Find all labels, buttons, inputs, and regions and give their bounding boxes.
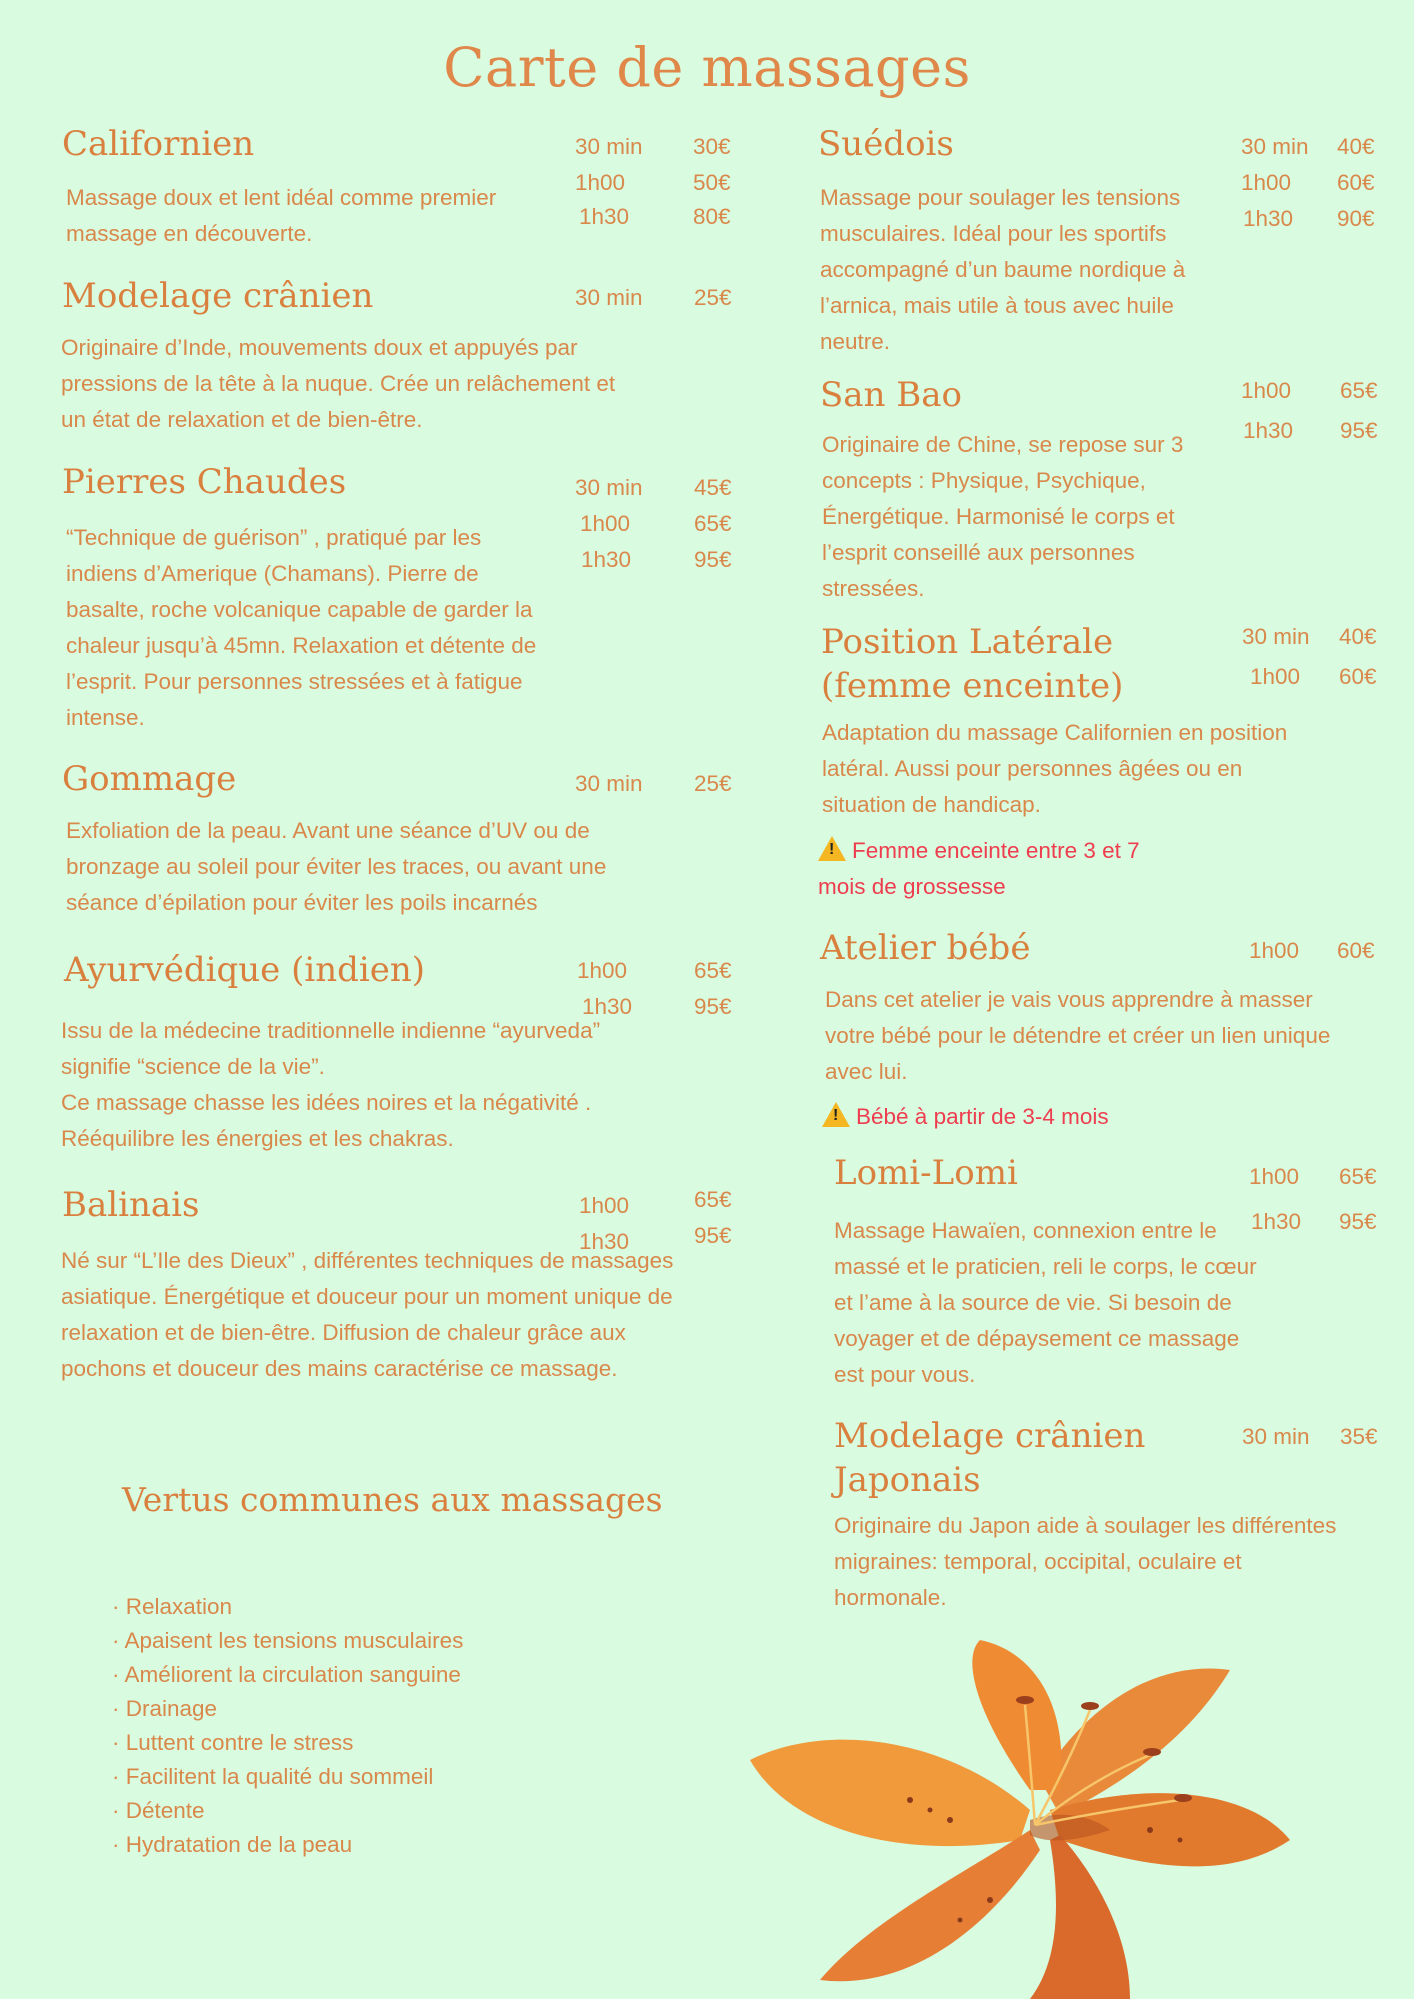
massage-atelier-bebe: [820, 926, 1030, 970]
description-line: Issu de la médecine traditionnelle indienne “ayurveda”: [61, 1018, 601, 1043]
price: 30€: [693, 134, 731, 159]
description-line: indiens d’Amerique (Chamans). Pierre de: [66, 561, 479, 586]
massage-name: San Bao: [820, 375, 962, 415]
price-row: [1249, 933, 1399, 969]
warning-line: mois de grossesse: [818, 874, 1006, 899]
description-line: accompagné d’un baume nordique à: [820, 257, 1186, 282]
massage-name-line: (femme enceinte): [821, 666, 1124, 706]
price: 25€: [694, 285, 732, 310]
price: 65€: [694, 1187, 732, 1212]
massage-description: [822, 715, 1287, 823]
lily-flower-illustration: [730, 1640, 1330, 1999]
description-line: un état de relaxation et de bien-être.: [61, 407, 423, 432]
description-line: Dans cet atelier je vais vous apprendre à masser: [825, 987, 1313, 1012]
description-line: Originaire du Japon aide à soulager les différentes: [834, 1513, 1337, 1538]
massage-californien: [62, 122, 254, 166]
massage-description: [66, 813, 606, 921]
massage-description: [822, 427, 1183, 607]
massage-description: [66, 520, 536, 736]
price-row: [575, 201, 735, 233]
price-list: [1241, 373, 1391, 445]
massage-description: [834, 1213, 1257, 1393]
massage-modelage-japonais: [834, 1414, 1145, 1502]
warning-line: [818, 833, 1140, 869]
massage-gommage: [62, 757, 236, 801]
price: 45€: [694, 475, 732, 500]
price: 95€: [694, 547, 732, 572]
price-row: [1242, 1419, 1392, 1455]
list-item: · Améliorent la circulation sanguine: [112, 1658, 463, 1692]
description-line: musculaires. Idéal pour les sportifs: [820, 221, 1167, 246]
description-line: voyager et de dépaysement ce massage: [834, 1326, 1240, 1351]
list-item: · Détente: [112, 1794, 463, 1828]
price: 60€: [1339, 664, 1377, 689]
massage-suedois: [818, 122, 954, 166]
price-row: [1242, 659, 1392, 695]
duration: 30 min: [1241, 134, 1309, 159]
price: 40€: [1339, 624, 1377, 649]
description-line: Énergétique. Harmonisé le corps et: [822, 504, 1175, 529]
description-line: chaleur jusqu’à 45mn. Relaxation et détente de: [66, 633, 537, 658]
massage-name: Californien: [62, 124, 255, 164]
description-line: Massage Hawaïen, connexion entre le: [834, 1218, 1217, 1243]
price: 35€: [1340, 1424, 1378, 1449]
description-line: l’arnica, mais utile à tous avec huile: [820, 293, 1174, 318]
massage-lomi-lomi: [834, 1151, 1018, 1195]
price-list: [575, 129, 735, 233]
duration: 1h00: [1250, 664, 1301, 689]
description-line: Massage pour soulager les tensions: [820, 185, 1181, 210]
price: 95€: [1340, 418, 1378, 443]
duration: 1h30: [581, 547, 632, 572]
duration: 1h00: [579, 1193, 630, 1218]
duration: 30 min: [575, 134, 643, 159]
description-line: pochons et douceur des mains caractérise ce massage.: [61, 1356, 618, 1381]
massage-description: [834, 1508, 1336, 1616]
price-row: [575, 129, 735, 165]
duration: 1h00: [575, 170, 626, 195]
description-line: Né sur “L’Ile des Dieux” , différentes techniques de massages: [61, 1248, 674, 1273]
list-item: · Hydratation de la peau: [112, 1828, 463, 1862]
list-item: · Apaisent les tensions musculaires: [112, 1624, 463, 1658]
list-item: · Drainage: [112, 1692, 463, 1726]
description-line: avec lui.: [825, 1059, 908, 1084]
description-line: migraines: temporal, occipital, oculaire et: [834, 1549, 1242, 1574]
duration: 1h30: [1251, 1209, 1302, 1234]
price-row: [1241, 129, 1391, 165]
warning-note: [818, 833, 1140, 905]
price-row: [575, 506, 735, 542]
price: 65€: [694, 958, 732, 983]
price: 65€: [1339, 1164, 1377, 1189]
price: 95€: [694, 994, 732, 1019]
description-line: hormonale.: [834, 1585, 947, 1610]
price-row: [575, 165, 735, 201]
massage-description: [825, 982, 1330, 1090]
massage-name-line: Modelage crânien: [834, 1416, 1146, 1456]
price: 65€: [694, 511, 732, 536]
duration: 30 min: [575, 475, 643, 500]
description-line: “Technique de guérison” , pratiqué par les: [66, 525, 482, 550]
massage-description: [66, 180, 496, 252]
duration: 1h00: [577, 958, 628, 983]
list-item: · Facilitent la qualité du sommeil: [112, 1760, 463, 1794]
massage-pierres-chaudes: [62, 460, 346, 504]
duration: 1h30: [579, 1229, 630, 1254]
duration: 1h00: [580, 511, 631, 536]
description-line: stressées.: [822, 576, 925, 601]
description-line: pressions de la tête à la nuque. Crée un relâchement et: [61, 371, 616, 396]
description-line: l’esprit conseillé aux personnes: [822, 540, 1135, 565]
price-row: [1241, 413, 1391, 449]
price-row: [575, 470, 735, 506]
price-row: [1249, 1204, 1399, 1240]
price-list: [575, 766, 735, 802]
description-line: est pour vous.: [834, 1362, 976, 1387]
description-line: Adaptation du massage Californien en position: [822, 720, 1288, 745]
description-line: asiatique. Énergétique et douceur pour un moment unique de: [61, 1284, 673, 1309]
duration: 30 min: [1242, 624, 1310, 649]
price-list: [1242, 1419, 1392, 1455]
massage-position-laterale: [821, 620, 1123, 708]
price-row: [579, 1182, 739, 1218]
price: 60€: [1337, 938, 1375, 963]
description-line: neutre.: [820, 329, 891, 354]
price: 25€: [694, 771, 732, 796]
vertus-list: [112, 1590, 463, 1862]
massage-name: Atelier bébé: [820, 928, 1031, 968]
duration: 30 min: [575, 285, 643, 310]
description-line: et l’ame à la source de vie. Si besoin de: [834, 1290, 1232, 1315]
duration: 1h30: [1243, 418, 1294, 443]
massage-name: Modelage crânien: [62, 276, 374, 316]
price: 95€: [1339, 1209, 1377, 1234]
description-line: situation de handicap.: [822, 792, 1041, 817]
list-item: · Luttent contre le stress: [112, 1726, 463, 1760]
description-line: concepts : Physique, Psychique,: [822, 468, 1146, 493]
price: 80€: [693, 204, 731, 229]
massage-name: Balinais: [62, 1185, 200, 1225]
duration: 1h30: [582, 994, 633, 1019]
description-line: Rééquilibre les énergies et les chakras.: [61, 1126, 454, 1151]
price-list: [1249, 1159, 1399, 1234]
description-line: intense.: [66, 705, 145, 730]
description-line: Ce massage chasse les idées noires et la négativité .: [61, 1090, 592, 1115]
warning-icon: [822, 1102, 850, 1127]
description-line: l’esprit. Pour personnes stressées et à fatigue: [66, 669, 523, 694]
description-line: séance d’épilation pour éviter les poils incarnés: [66, 890, 538, 915]
price-row: [1249, 1159, 1399, 1195]
massage-balinais: [62, 1183, 200, 1227]
massage-san-bao: [820, 373, 962, 417]
massage-description: [61, 1243, 673, 1387]
price-row: [575, 542, 735, 578]
massage-description: [61, 1013, 600, 1157]
price: 95€: [694, 1223, 732, 1248]
description-line: Massage doux et lent idéal comme premier: [66, 185, 497, 210]
massage-modelage-cranien: [62, 274, 373, 318]
description-line: votre bébé pour le détendre et créer un lien unique: [825, 1023, 1331, 1048]
price-row: [575, 766, 735, 802]
description-line: latéral. Aussi pour personnes âgées ou en: [822, 756, 1243, 781]
massage-name: Suédois: [818, 124, 954, 164]
massage-description: [61, 330, 615, 438]
duration: 1h30: [1243, 206, 1294, 231]
massage-name: Ayurvédique (indien): [64, 950, 426, 990]
description-line: massage en découverte.: [66, 221, 313, 246]
price-list: [575, 280, 735, 316]
price: 60€: [1337, 170, 1375, 195]
massage-name: Gommage: [62, 759, 237, 799]
warning-note: [822, 1099, 1109, 1135]
massage-ayurvedique: [64, 948, 425, 992]
price: 40€: [1337, 134, 1375, 159]
massage-name-line: Japonais: [834, 1460, 981, 1500]
massage-name: Lomi-Lomi: [834, 1153, 1018, 1193]
massage-name: Pierres Chaudes: [62, 462, 347, 502]
description-line: Exfoliation de la peau. Avant une séance d’UV ou de: [66, 818, 590, 843]
price-row: [1241, 201, 1391, 237]
price-list: [575, 470, 735, 578]
price-list: [1241, 129, 1391, 237]
price-list: [577, 953, 737, 1025]
price-row: [1242, 619, 1392, 655]
description-line: basalte, roche volcanique capable de garder la: [66, 597, 533, 622]
price-row: [575, 280, 735, 316]
price: 65€: [1340, 378, 1378, 403]
duration: 30 min: [575, 771, 643, 796]
warning-text: Bébé à partir de 3-4 mois: [856, 1104, 1109, 1129]
massage-description: [820, 180, 1185, 360]
vertus-title: Vertus communes aux massages: [122, 1480, 663, 1519]
description-line: bronzage au soleil pour éviter les traces, ou avant une: [66, 854, 607, 879]
price: 50€: [693, 170, 731, 195]
price-list: [1249, 933, 1399, 969]
page-title: Carte de massages: [443, 36, 971, 99]
list-item: · Relaxation: [112, 1590, 463, 1624]
price-row: [577, 953, 737, 989]
price-row: [1241, 165, 1391, 201]
description-line: signifie “science de la vie”.: [61, 1054, 325, 1079]
duration: 1h30: [579, 204, 630, 229]
description-line: Originaire de Chine, se repose sur 3: [822, 432, 1184, 457]
description-line: relaxation et de bien-être. Diffusion de chaleur grâce aux: [61, 1320, 626, 1345]
price-row: [577, 989, 737, 1025]
price-list: [1242, 619, 1392, 691]
price: 90€: [1337, 206, 1375, 231]
duration: 1h00: [1249, 1164, 1300, 1189]
warning-icon: [818, 836, 846, 861]
duration: 30 min: [1242, 1424, 1310, 1449]
massage-name-line: Position Latérale: [821, 622, 1114, 662]
duration: 1h00: [1241, 170, 1292, 195]
description-line: Originaire d’Inde, mouvements doux et appuyés par: [61, 335, 578, 360]
description-line: massé et le praticien, reli le corps, le cœur: [834, 1254, 1257, 1279]
duration: 1h00: [1241, 378, 1292, 403]
warning-text: Femme enceinte entre 3 et 7: [852, 838, 1140, 863]
price-row: [1241, 373, 1391, 409]
duration: 1h00: [1249, 938, 1300, 963]
